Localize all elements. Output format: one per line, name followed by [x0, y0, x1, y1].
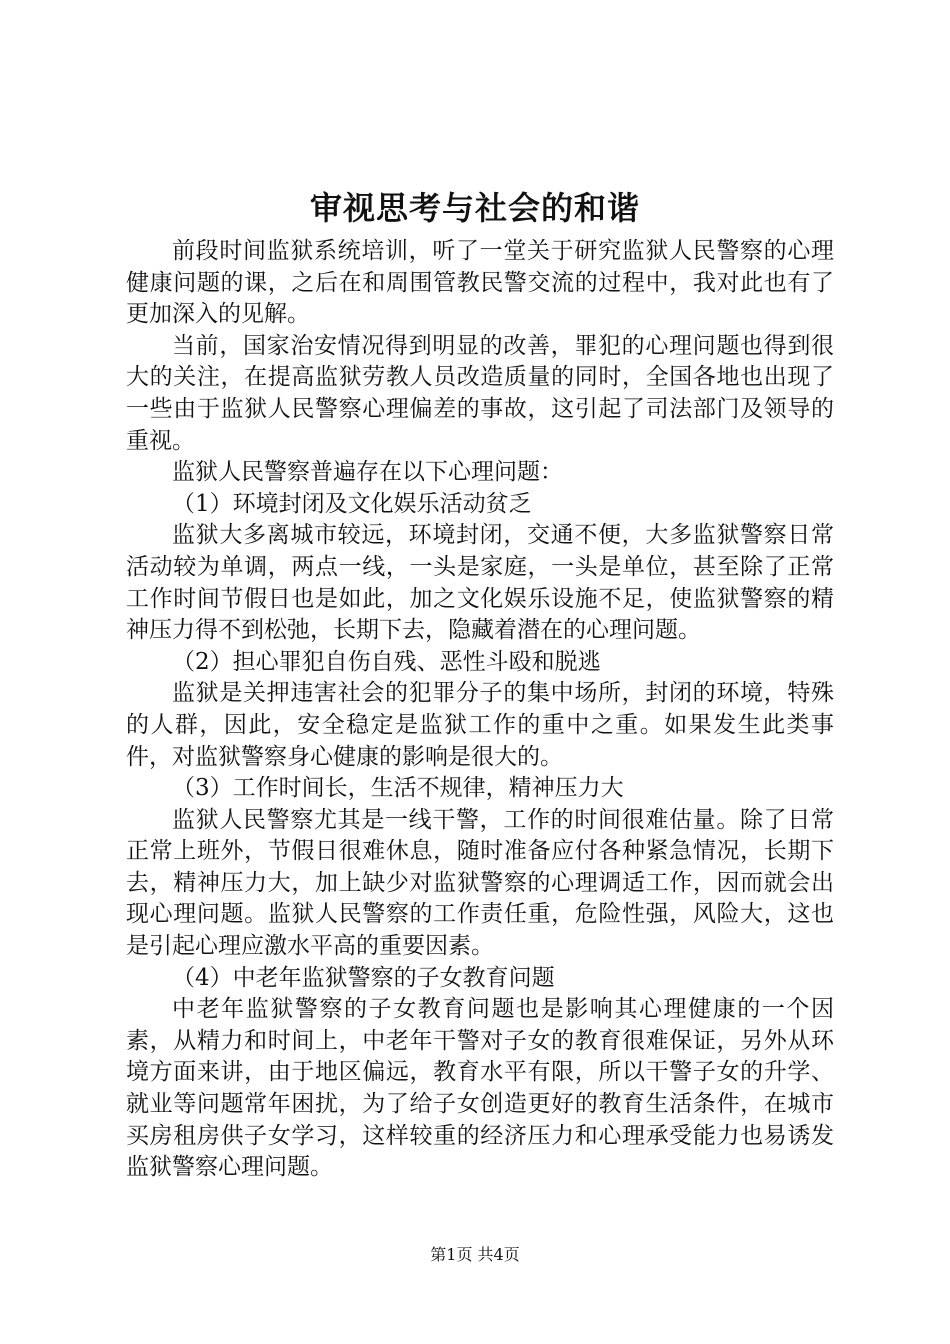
paragraph-section-3: 监狱人民警察尤其是一线干警，工作的时间很难估量。除了日常正常上班外，节假日很难休息，随时准备应付各种紧急情况，长期下去，精神压力大，加上缺少对监狱警察的心理调适工作，因而就会出现心理问题。监狱人民警察的工作责任重，危险性强，风险大，这也是引起心理应激水平高的重要因素。 — [126, 806, 834, 960]
paragraph-section-1: 监狱大多离城市较远，环境封闭，交通不便，大多监狱警察日常活动较为单调，两点一线，一头是家庭，一头是单位，甚至除了正常工作时间节假日也是如此，加之文化娱乐设施不足，使监狱警察的精神压力得不到松弛，长期下去，隐藏着潜在的心理问题。 — [126, 522, 834, 644]
section-heading-2: （2）担心罪犯自伤自残、恶性斗殴和脱逃 — [172, 648, 601, 675]
document-title: 审视思考与社会的和谐 — [309, 189, 640, 227]
paragraph-intro: 前段时间监狱系统培训，听了一堂关于研究监狱人民警察的心理健康问题的课，之后在和周围管教民警交流的过程中，我对此也有了更加深入的见解。 — [126, 238, 834, 328]
document-body — [126, 236, 834, 1184]
page-footer: 第1页 共4页 — [430, 1245, 520, 1264]
section-heading-3: （3）工作时间长，生活不规律，精神压力大 — [172, 775, 624, 802]
section-heading-1: （1）环境封闭及文化娱乐活动贫乏 — [172, 490, 532, 517]
paragraph-problems-lead: 监狱人民警察普遍存在以下心理问题： — [172, 459, 563, 486]
paragraph-section-4: 中老年监狱警察的子女教育问题也是影响其心理健康的一个因素，从精力和时间上，中老年干警对子女的教育很难保证，另外从环境方面来讲，由于地区偏远，教育水平有限，所以干警子女的升学、就业等问题常年困扰，为了给子女创造更好的教育生活条件，在城市买房租房供子女学习，这样较重的经济压力和心理承受能力也易诱发监狱警察心理问题。 — [126, 996, 834, 1181]
paragraph-background: 当前，国家治安情况得到明显的改善，罪犯的心理问题也得到很大的关注，在提高监狱劳教人员改造质量的同时，全国各地也出现了一些由于监狱人民警察心理偏差的事故，这引起了司法部门及领导的重视。 — [126, 332, 834, 454]
paragraph-section-2: 监狱是关押违害社会的犯罪分子的集中场所，封闭的环境，特殊的人群，因此，安全稳定是监狱工作的重中之重。如果发生此类事件，对监狱警察身心健康的影响是很大的。 — [126, 680, 834, 770]
section-heading-4: （4）中老年监狱警察的子女教育问题 — [172, 964, 555, 991]
